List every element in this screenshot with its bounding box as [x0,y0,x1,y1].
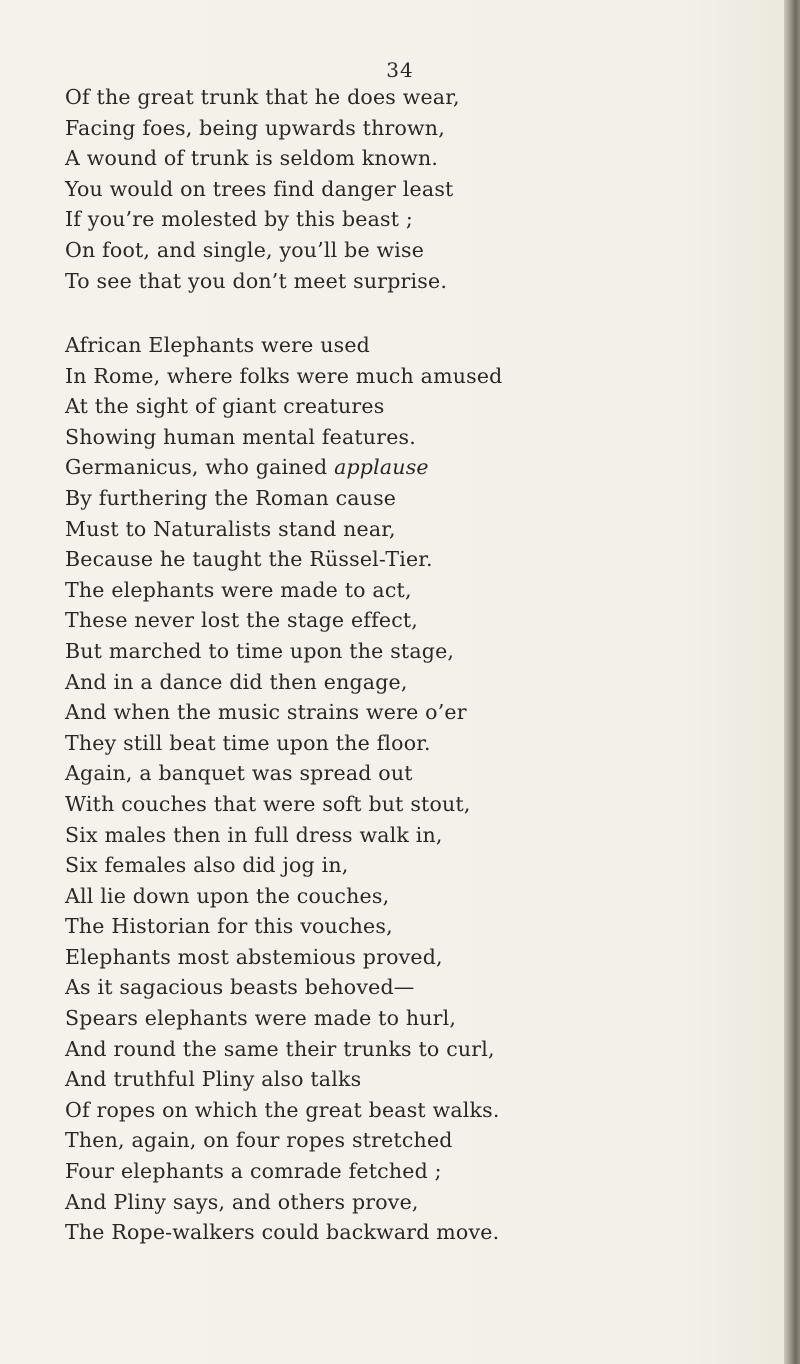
page-binding-edge [784,0,800,1364]
verse-line: By furthering the Roman cause [65,485,397,510]
verse-line: Again, a banquet was spread out [65,761,413,786]
verse-line: Six females also did jog in, [65,853,349,878]
verse-line: If you’re molested by this beast ; [65,207,414,232]
verse-line: As it sagacious beasts behoved— [65,975,415,1000]
verse-line: Facing foes, being upwards thrown, [65,115,445,140]
verse-line: And Pliny says, and others prove, [65,1189,419,1214]
verse-line: The Historian for this vouches, [65,914,393,939]
verse-line: With couches that were soft but stout, [65,791,471,816]
verse-line: They still beat time upon the floor. [65,730,431,755]
verse-line: At the sight of giant creatures [65,394,385,419]
verse-line: African Elephants were used [65,333,370,357]
verse-line: These never lost the stage effect, [65,608,419,633]
verse-line: Elephants most abstemious proved, [65,944,443,969]
verse-line: Because he taught the Rüssel-Tier. [65,547,433,572]
verse-line: Then, again, on four ropes stretched [65,1128,453,1153]
verse-line: But marched to time upon the stage, [65,638,455,663]
verse-line: A wound of trunk is seldom known. [65,146,439,171]
verse-line: And truthful Pliny also talks [65,1067,362,1092]
verse-line: Showing human mental features. [65,424,416,449]
verse-line: You would on trees find danger least [65,176,454,201]
italic-word: applause [334,455,429,480]
verse-line: Six males then in full dress walk in, [65,822,443,847]
verse-line: Must to Naturalists stand near, [65,516,396,541]
page-number: 34 [386,58,414,82]
stanza-2 [65,330,502,1248]
verse-line-with-italic [65,452,502,483]
stanza-1 [65,82,460,296]
verse-line: Spears elephants were made to hurl, [65,1006,457,1031]
verse-line: Four elephants a comrade fetched ; [65,1159,442,1184]
verse-line: And when the music strains were o’er [65,700,467,725]
verse-line: And in a dance did then engage, [65,669,408,694]
verse-line: And round the same their trunks to curl, [65,1036,495,1061]
verse-line: To see that you don’t meet surprise. [65,268,448,293]
verse-line: In Rome, where folks were much amused [65,363,503,388]
verse-line: All lie down upon the couches, [65,883,390,908]
verse-line-text: Germanicus, who gained [65,455,335,480]
verse-line: Of the great trunk that he does wear, [65,85,460,109]
verse-line: On foot, and single, you’ll be wise [65,237,425,262]
verse-line: Of ropes on which the great beast walks. [65,1097,500,1122]
verse-line: The Rope-walkers could backward move. [65,1220,500,1245]
verse-line: The elephants were made to act, [65,577,412,602]
